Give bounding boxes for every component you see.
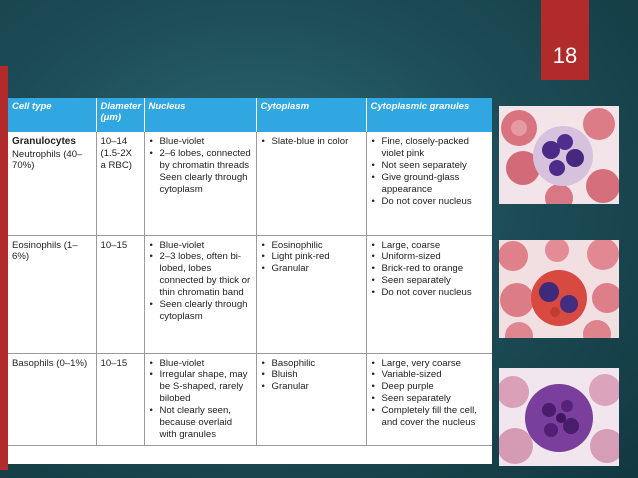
basophil-micrograph xyxy=(499,368,619,466)
list-item: • Blue-violet xyxy=(149,136,252,148)
list-item: • 2–3 lobes, often bi-lobed, lobes connected by thick or thin chromatin band xyxy=(149,251,252,299)
header-cell-type: Cell type xyxy=(8,98,96,132)
list-item: • Not seen separately xyxy=(371,160,489,172)
table-row xyxy=(8,353,492,446)
list-item: • Large, very coarse xyxy=(371,358,489,370)
bullet-list xyxy=(261,358,362,394)
bullet-list xyxy=(371,136,489,208)
granules-cell xyxy=(366,132,492,235)
eosinophil-micrograph xyxy=(499,240,619,338)
table-header-row xyxy=(8,98,492,132)
header-nucleus: Nucleus xyxy=(144,98,256,132)
list-item: • 2–6 lobes, connected by chromatin threads Seen clearly through cytoplasm xyxy=(149,148,252,196)
group-label: Granulocytes xyxy=(12,136,76,147)
list-item: • Brick-red to orange xyxy=(371,263,489,275)
list-item: • Eosinophilic xyxy=(261,240,362,252)
table-row xyxy=(8,235,492,353)
list-item: • Blue-violet xyxy=(149,240,252,252)
list-item: • Do not cover nucleus xyxy=(371,287,489,299)
diameter-cell: 10–15 xyxy=(96,353,144,446)
list-item: • Granular xyxy=(261,381,362,393)
list-item: • Seen separately xyxy=(371,393,489,405)
diameter-cell: 10–15 xyxy=(96,235,144,353)
list-item: • Fine, closely-packed violet pink xyxy=(371,136,489,160)
bullet-list xyxy=(371,358,489,430)
table-row xyxy=(8,132,492,235)
bullet-list xyxy=(149,240,252,324)
slide-accent-bar xyxy=(0,66,8,470)
cell-comparison-table xyxy=(8,98,492,464)
neutrophil-micrograph xyxy=(499,106,619,204)
cytoplasm-cell xyxy=(256,235,366,353)
list-item: • Give ground-glass appearance xyxy=(371,172,489,196)
list-item: • Completely fill the cell, and cover the nucleus xyxy=(371,405,489,429)
list-item: • Uniform-sized xyxy=(371,251,489,263)
list-item: • Large, coarse xyxy=(371,240,489,252)
granules-cell xyxy=(366,353,492,446)
bullet-list xyxy=(261,136,362,148)
list-item: • Irregular shape, may be S-shaped, rarely bilobed xyxy=(149,369,252,405)
list-item: • Not clearly seen, because overlaid with granules xyxy=(149,405,252,441)
page-number: 18 xyxy=(541,0,589,80)
header-cytoplasm: Cytoplasm xyxy=(256,98,366,132)
header-granules: Cytoplasmic granules xyxy=(366,98,492,132)
cytoplasm-cell xyxy=(256,353,366,446)
list-item: • Blue-violet xyxy=(149,358,252,370)
bullet-list xyxy=(149,136,252,196)
cell-type-neutrophils xyxy=(8,132,96,235)
bullet-list xyxy=(149,358,252,442)
header-diameter: Diameter (μm) xyxy=(96,98,144,132)
cell-type-text: Neutrophils (40–70%) xyxy=(12,148,83,172)
cell-type-basophils: Basophils (0–1%) xyxy=(8,353,96,446)
list-item: • Granular xyxy=(261,263,362,275)
list-item: • Bluish xyxy=(261,369,362,381)
bullet-list xyxy=(261,240,362,276)
nucleus-cell xyxy=(144,235,256,353)
list-item: • Basophilic xyxy=(261,358,362,370)
list-item: • Light pink-red xyxy=(261,251,362,263)
list-item: • Deep purple xyxy=(371,381,489,393)
cell-type-eosinophils: Eosinophils (1–6%) xyxy=(8,235,96,353)
diameter-cell: 10–14 (1.5-2X a RBC) xyxy=(96,132,144,235)
list-item: • Seen separately xyxy=(371,275,489,287)
granules-cell xyxy=(366,235,492,353)
nucleus-cell xyxy=(144,353,256,446)
list-item: • Do not cover nucleus xyxy=(371,196,489,208)
list-item: • Seen clearly through cytoplasm xyxy=(149,299,252,323)
bullet-list xyxy=(371,240,489,300)
nucleus-cell xyxy=(144,132,256,235)
list-item: • Variable-sized xyxy=(371,369,489,381)
list-item: • Slate-blue in color xyxy=(261,136,362,148)
cytoplasm-cell xyxy=(256,132,366,235)
